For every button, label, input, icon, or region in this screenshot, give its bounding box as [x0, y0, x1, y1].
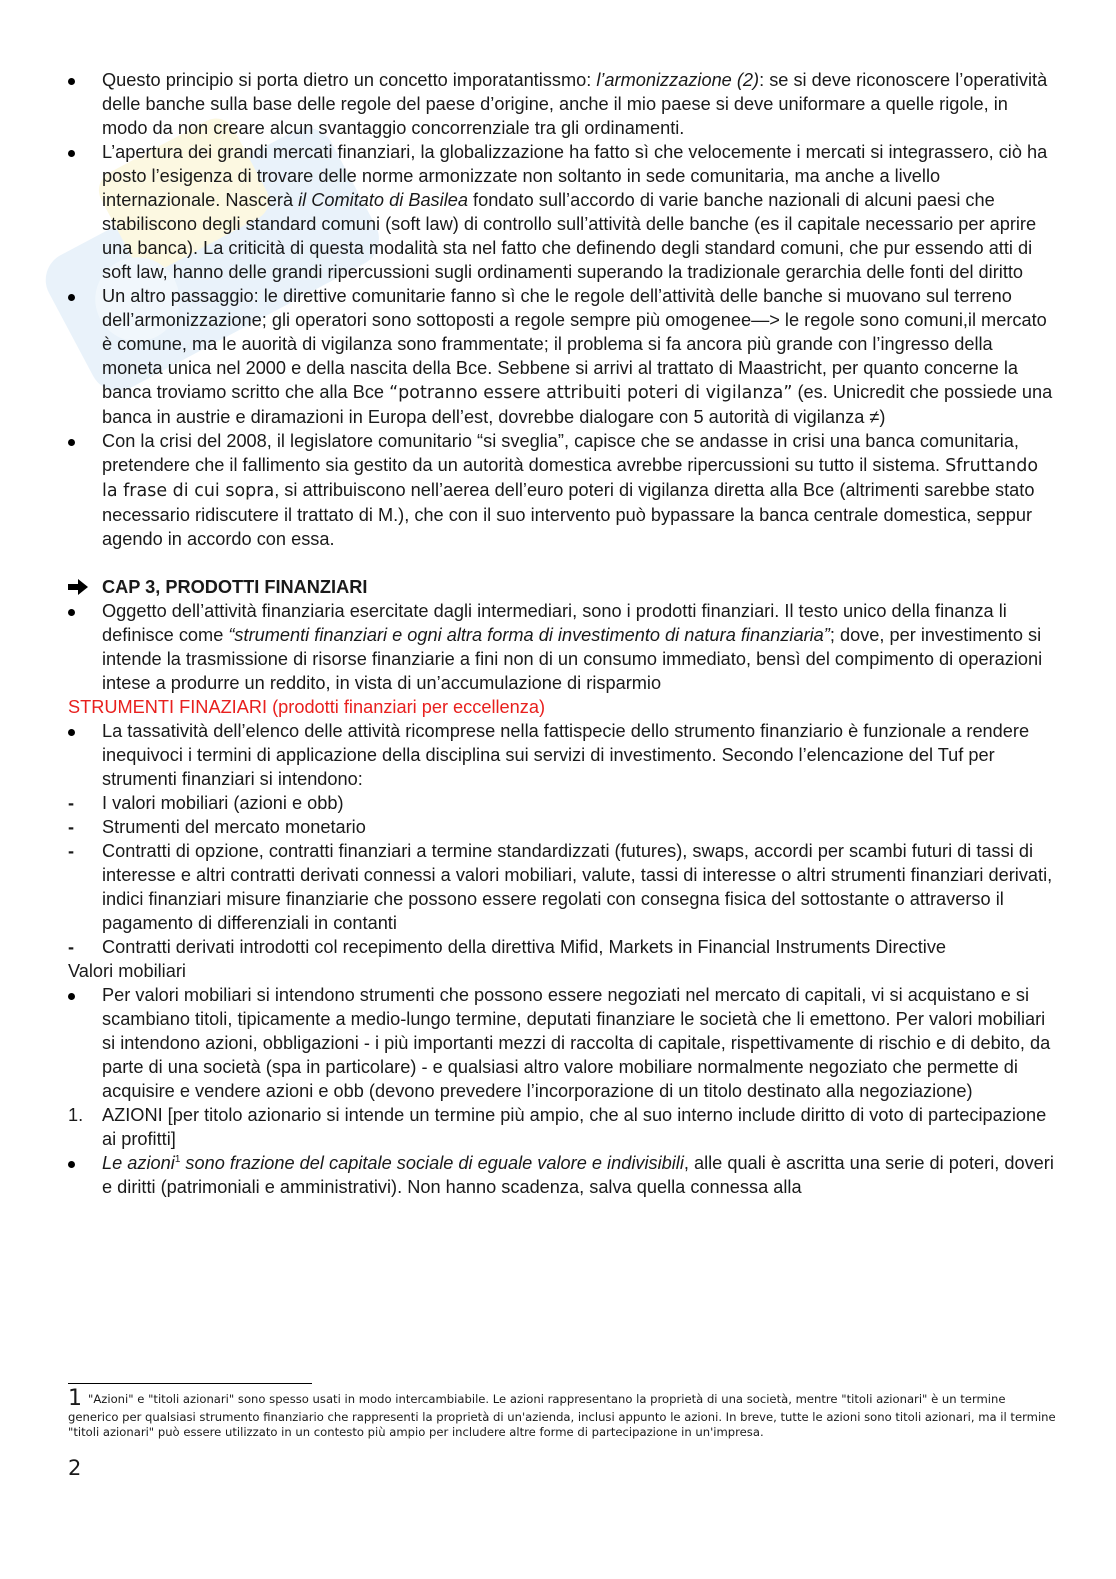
dash-list-item: - Contratti di opzione, contratti finanziari a termine standardizzati (futures), swaps, accordi per scambi futuri di tassi di interesse e altri contratti derivati connessi a valori mobiliari, valute, tassi di interesse o altri strumenti finanziari derivati, indici finanziari misure finanziarie che possono essere regolati con consegna fisica del sottostante o attraverso il pagamento di differenziali in contanti	[68, 841, 1053, 933]
bullet-marker	[68, 294, 75, 301]
footnote-number: 1	[68, 1386, 82, 1411]
bullet-marker	[68, 1161, 75, 1168]
numbered-item: 1. AZIONI [per titolo azionario si intende un termine più ampio, che al suo interno include diritto di voto di partecipazione ai profitti]	[68, 1105, 1047, 1149]
bullet-item: Con la crisi del 2008, il legislatore comunitario “si sveglia”, capisce che se andasse in crisi una banca comunitaria, pretendere che il fallimento sia gestito da un autorità domestica avrebbe ripercussioni su tutto il sistema. Sfruttando la frase di cui sopra, si attribuiscono nell’aerea dell’euro poteri di vigilanza diretta alla Bce (altrimenti sarebbe stato necessario ridiscutere il trattato di M.), che con il suo intervento può bypassare la banca centrale domestica, seppur agendo in accordo con essa.	[68, 429, 1058, 551]
bullet-item: Questo principio si porta dietro un concetto imporatantissmo: l’armonizzazione (2): se si deve riconoscere l’operatività delle banche sulla base delle regole del paese d’origine, anche il mio paese si deve uniformare a quelle rigole, in modo da non creare alcun svantaggio concorrenziale tra gli ordinamenti.	[68, 68, 1058, 140]
footnote-reference: 1	[174, 1153, 181, 1165]
bullet-marker	[68, 78, 75, 85]
page-number: 2	[68, 1456, 82, 1480]
footnote	[68, 1388, 1058, 1440]
chapter-heading: CAP 3, PRODOTTI FINANZIARI	[68, 575, 1058, 599]
dash-list-item: - Strumenti del mercato monetario	[68, 817, 366, 837]
dash-list-item: - I valori mobiliari (azioni e obb)	[68, 793, 344, 813]
footnote-text: "Azioni" e "titoli azionari" sono spesso usati in modo intercambiabile. Le azioni rappresentano la proprietà di una società, mentre "titoli azionari" è un termine generico per qualsiasi strumento finanziario che rappresenti la proprietà di un'azienda, inclusi appunto le azioni. In breve, tutte le azioni sono titoli azionari, ma il termine "titoli azionari" può essere utilizzato in un contesto più ampio per includere altre forme di partecipazione in un'impresa.	[68, 1392, 1056, 1439]
document-body	[68, 68, 1058, 1199]
bullet-marker	[68, 993, 75, 1000]
section-heading-strumenti: STRUMENTI FINAZIARI (prodotti finanziari per eccellenza)	[68, 697, 546, 717]
bullet-item: La tassatività dell’elenco delle attività ricomprese nella fattispecie dello strumento finanziario è funzionale a rendere inequivoci i termini di applicazione della disciplina sui servizi di investimento. Secondo l’elencazione del Tuf per strumenti finanziari si intendono:	[68, 719, 1058, 791]
bullet-item: Oggetto dell’attività finanziaria esercitate dagli intermediari, sono i prodotti finanziari. Il testo unico della finanza li definisce come “strumenti finanziari e ogni altra forma di investimento di natura finanziaria”; dove, per investimento si intende la trasmissione di risorse finanziarie a fini non di un consumo immediato, bensì del compimento di operazioni intese a produrre un reddito, in vista di un’accumulazione di risparmio	[68, 599, 1058, 695]
dash-list-item: - Contratti derivati introdotti col recepimento della direttiva Mifid, Markets in Financial Instruments Directive	[68, 937, 947, 957]
bullet-item: L’apertura dei grandi mercati finanziari, la globalizzazione ha fatto sì che velocemente i mercati si integrassero, ciò ha posto l’esigenza di trovare delle norme armonizzate non soltanto in sede comunitaria, ma anche a livello internazionale. Nascerà il Comitato di Basilea fondato sull’accordo di varie banche nazionali di alcuni paesi che stabiliscono degli standard comuni (soft law) di controllo sull’attività delle banche (es il capitale necessario per aprire una banca). La criticità di questa modalità sta nel fatto che definendo degli standard comuni, che pur essendo atti di soft law, hanno delle grandi ripercussioni sugli ordinamenti superando la tradizionale gerarchia delle fonti del diritto	[68, 140, 1058, 284]
bullet-item: Per valori mobiliari si intendono strumenti che possono essere negoziati nel mercato di capitali, vi si acquistano e si scambiano titoli, tipicamente a medio-lungo termine, deputati finanziare le società che li emettono. Per valori mobiliari si intendono azioni, obbligazioni - i più importanti mezzi di raccolta di capitale, rispettivamente di rischio e di debito, da parte di una società (spa in particolare) - e qualsiasi altro valore mobiliare normalmente negoziato che permette di acquisire e vendere azioni e obb (devono prevedere l’incorporazione di un titolo destinato alla negoziazione)	[68, 983, 1058, 1103]
bullet-item: Un altro passaggio: le direttive comunitarie fanno sì che le regole dell’attività delle banche si muovano sul terreno dell’armonizzazione; gli operatori sono sottoposti a regole sempre più omogenee—> le regole sono comuni,il mercato è comune, ma le auorità di vigilanza sono frammentate; il problema si fa ancora più grande con l’ingresso della moneta unica nel 2000 e della nascita della Bce. Sebbene si arrivi al trattato di Maastricht, per quanto concerne la banca troviamo scritto che alla Bce “potranno essere attribuiti poteri di vigilanza” (es. Unicredit che possiede una banca in austrie e diramazioni in Europa dell’est, dovrebbe dialogare con 5 autorità di vigilanza ≠)	[68, 284, 1058, 429]
bullet-marker	[68, 729, 75, 736]
bullet-marker	[68, 439, 75, 446]
bullet-item: Le azioni$^1$ sono frazione del capitale sociale di eguale valore e indivisibili, alle quali è ascritta una serie di poteri, doveri e diritti (patrimoniali e amministrativi). Non hanno scadenza, salva quella connessa alla	[68, 1151, 1058, 1199]
bullet-marker	[68, 609, 75, 616]
bullet-marker	[68, 150, 75, 157]
section-heading-valori: Valori mobiliari	[68, 961, 186, 981]
arrow-right-icon	[68, 579, 88, 595]
footnote-separator	[68, 1383, 312, 1384]
